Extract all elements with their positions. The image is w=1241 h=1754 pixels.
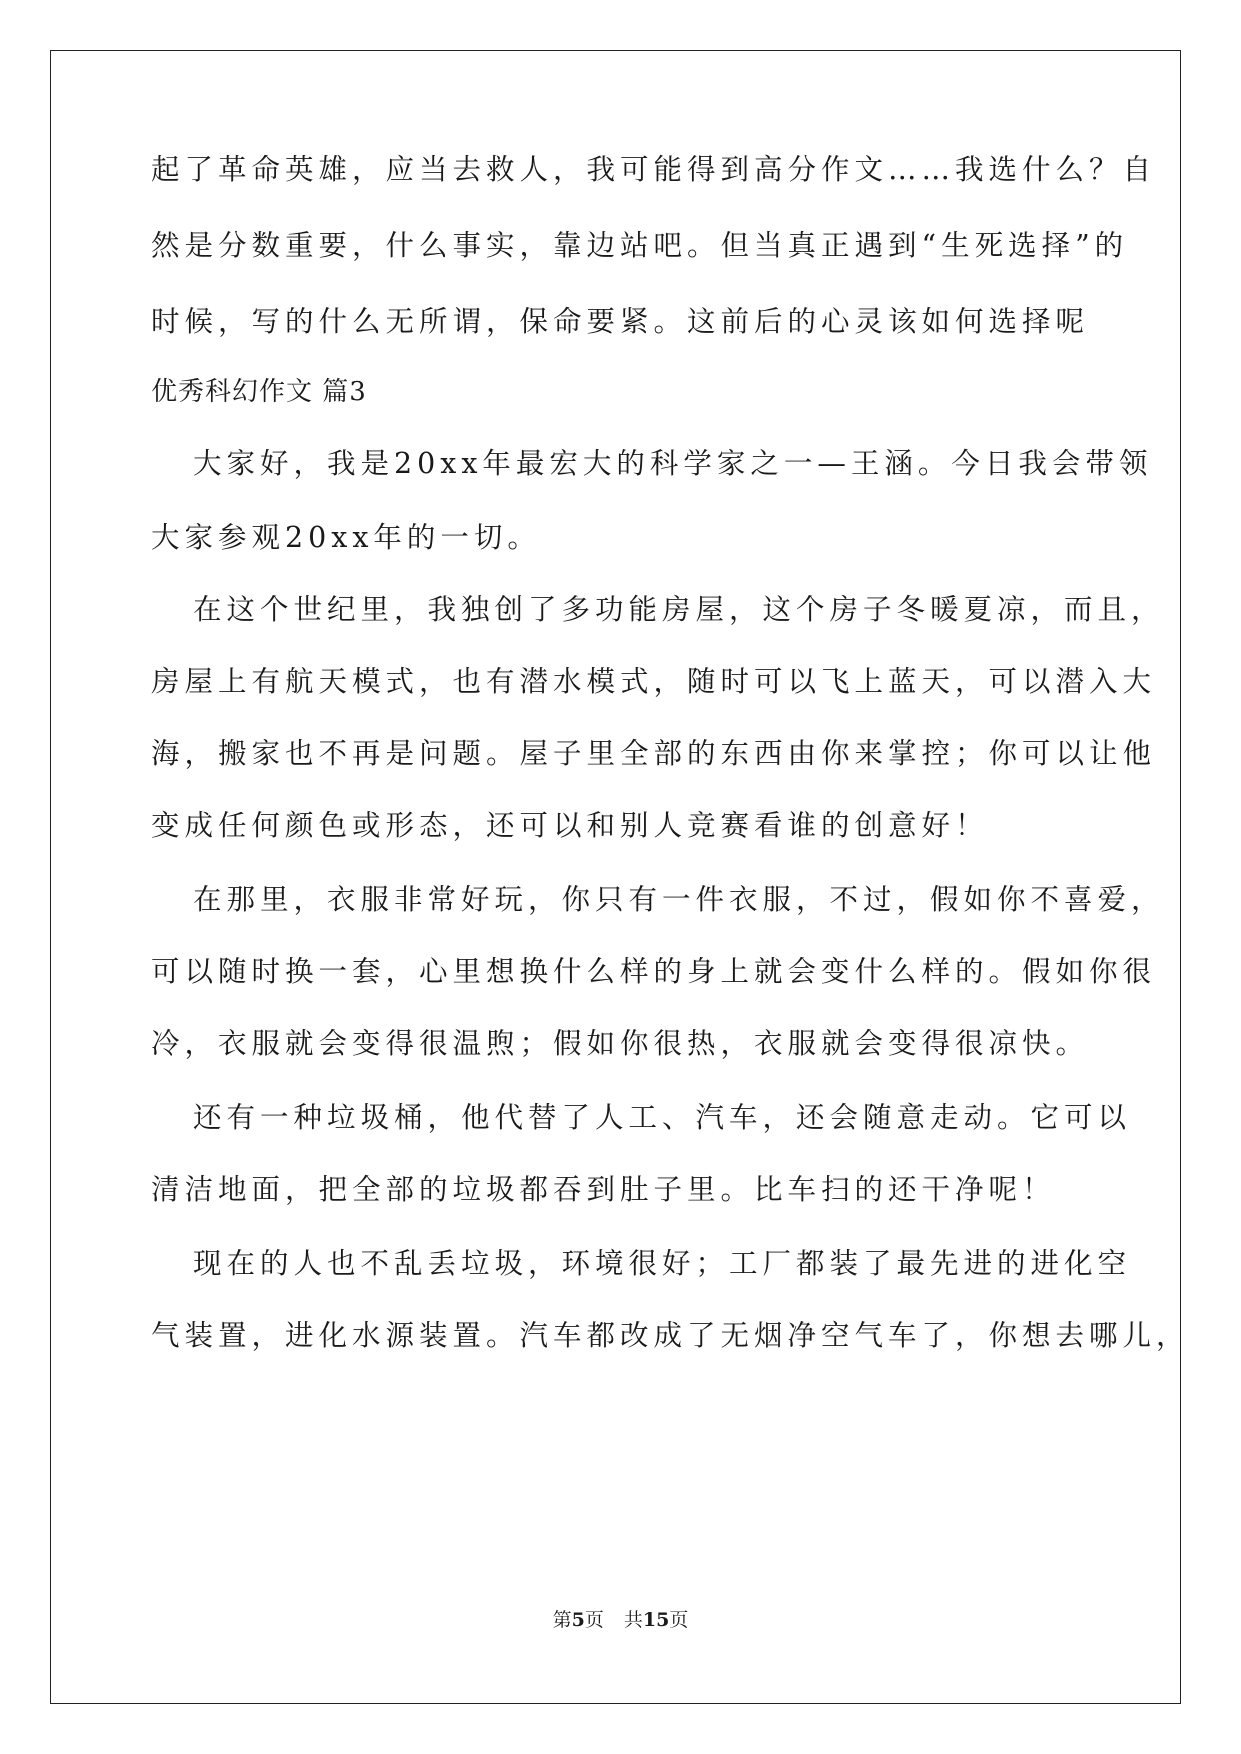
section-heading: 优秀科幻作文 篇3: [151, 377, 367, 407]
paragraph-line: 海，搬家也不再是问题。屋子里全部的东西由你来掌控；你可以让他: [151, 737, 1157, 770]
paragraph-line: 大家好，我是20xx年最宏大的科学家之一—王涵。今日我会带领: [193, 447, 1153, 480]
paragraph-line: 变成任何颜色或形态，还可以和别人竞赛看谁的创意好！: [151, 809, 989, 842]
paragraph-line: 在这个世纪里，我独创了多功能房屋，这个房子冬暖夏凉，而且，: [193, 593, 1165, 626]
total-prefix: 共: [623, 1609, 643, 1631]
page-prefix: 第: [552, 1609, 572, 1631]
text-line: 然是分数重要，什么事实，靠边站吧。但当真正遇到“生死选择”的: [151, 229, 1129, 262]
paragraph-line: 还有一种垃圾桶，他代替了人工、汽车，还会随意走动。它可以: [193, 1101, 1132, 1134]
page-number: 5: [571, 1609, 585, 1631]
text-line: 起了革命英雄，应当去救人，我可能得到高分作文……我选什么？自: [151, 153, 1157, 186]
total-suffix: 页: [669, 1609, 689, 1631]
paragraph-line: 大家参观20xx年的一切。: [151, 521, 541, 554]
paragraph-line: 现在的人也不乱丢垃圾，环境很好；工厂都装了最先进的进化空: [193, 1247, 1132, 1280]
paragraph-line: 冷，衣服就会变得很温煦；假如你很热，衣服就会变得很凉快。: [151, 1027, 1090, 1060]
text-line: 时候，写的什么无所谓，保命要紧。这前后的心灵该如何选择呢: [151, 305, 1090, 338]
paragraph-line: 在那里，衣服非常好玩，你只有一件衣服，不过，假如你不喜爱，: [193, 883, 1165, 916]
page-footer: [0, 1608, 1241, 1632]
paragraph-line: 可以随时换一套，心里想换什么样的身上就会变什么样的。假如你很: [151, 955, 1157, 988]
total-pages: 15: [642, 1609, 670, 1631]
page-border: [50, 50, 1181, 1704]
paragraph-line: 清洁地面，把全部的垃圾都吞到肚子里。比车扫的还干净呢！: [151, 1173, 1056, 1206]
paragraph-line: 气装置，进化水源装置。汽车都改成了无烟净空气车了，你想去哪儿，: [151, 1319, 1190, 1352]
paragraph-line: 房屋上有航天模式，也有潜水模式，随时可以飞上蓝天，可以潜入大: [151, 665, 1157, 698]
page-suffix: 页: [584, 1609, 604, 1631]
